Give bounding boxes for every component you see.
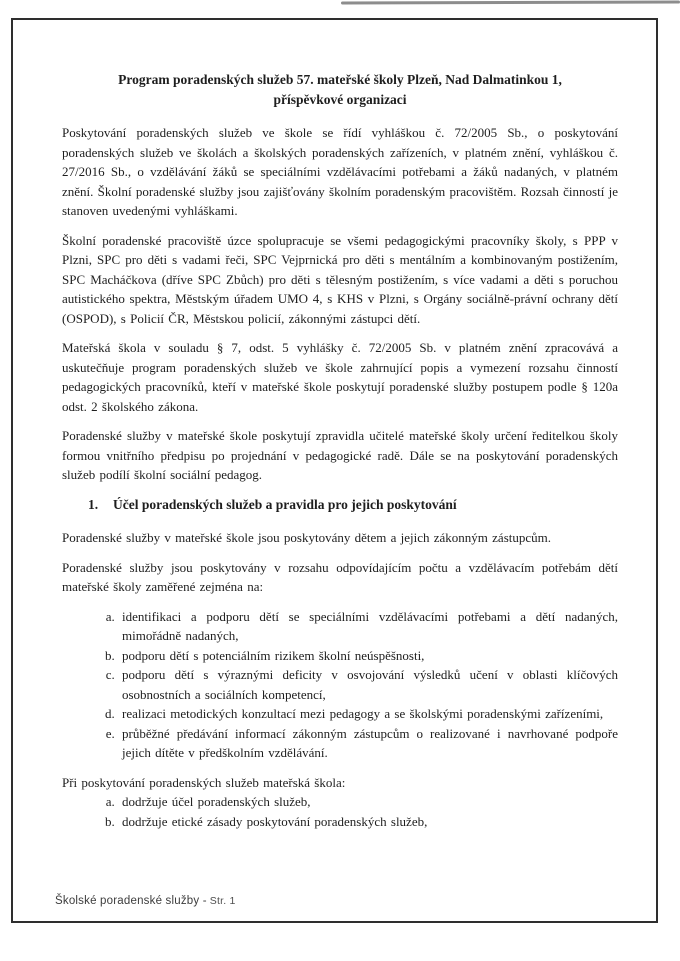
document-title (62, 70, 618, 110)
document-body (62, 70, 618, 841)
scan-artifact-line (341, 1, 680, 5)
paragraph: Školní poradenské pracoviště úzce spolupracuje se všemi pedagogickými pracovníky školy, s PPP v Plzni, SPC pro děti s vadami řeči, SPC Vejprnická pro děti s mentálním a kombinovaným postižením, SPC Macháčkova (dříve SPC Zbůch) pro děti s tělesným postižením, s více vadami a děti s poruchou autistického spektra, Městským úřadem UMO 4, s KHS v Plzni, s Orgány sociálně-právní ochrany dětí (OSPOD), s Policií ČR, Městskou policií, zákonnými zástupci dětí. (62, 232, 618, 326)
rules-list-item: a. dodržuje účel poradenských služeb, (119, 792, 618, 812)
rules-list-item: b. dodržuje etické zásady poskytování poradenských služeb, (119, 812, 618, 832)
rules-intro-paragraph: Při poskytování poradenských služeb mateřská škola: (62, 774, 346, 790)
rules-list (62, 792, 618, 831)
paragraph: Poskytování poradenských služeb ve škole se řídí vyhláškou č. 72/2005 Sb., o poskytování poradenských služeb ve školách a školských poradenských zařízeních, v platném znění, vyhláškou č. 27/2016 Sb., o vzdělávání žáků se speciálními vzdělávacími potřebami a žáků nadaných, v platném znění. Školní poradenské služby jsou zajišťovány školním poradenským pracovištěm. Rozsah činností je stanoven uvedenými vyhláškami. (62, 125, 618, 218)
focus-list-item: b. podporu dětí s potenciálním rizikem školní neúspěšnosti, (119, 646, 618, 666)
section-1-scope-paragraph: Poradenské služby jsou poskytovány v rozsahu odpovídajícím počtu a vzdělávacím potřebám dětí mateřské školy zaměřené zejména na: (62, 559, 618, 594)
footer-label: Školské poradenské služby - (55, 895, 207, 907)
focus-list-item: c. podporu dětí s výraznými deficity v osvojování výsledků učení v oblasti klíčových osobnostních a sociálních kompetencí, (119, 665, 618, 704)
focus-list-item: a. identifikaci a podporu dětí se speciálními vzdělávacími potřebami a dětí nadaných, mimořádně nadaných, (119, 607, 618, 646)
paragraph: Mateřská škola v souladu § 7, odst. 5 vyhlášky č. 72/2005 Sb. v platném znění zpracovává a uskutečňuje program poradenských služeb ve škole zahrnující popis a vymezení rozsahu činností pedagogických pracovníků, kteří v mateřské škole poskytují poradenské služby postupem podle § 120a odst. 2 školského zákona. (62, 340, 618, 414)
document-title-line2: příspěvkové organizaci (273, 92, 407, 107)
intro-paragraphs (62, 123, 618, 485)
section-1-heading (62, 495, 618, 515)
footer-page-number: Str. 1 (209, 895, 236, 907)
section-1-number: 1. (88, 496, 99, 512)
document-title-line1: Program poradenských služeb 57. mateřské školy Plzeň, Nad Dalmatinkou 1, (118, 72, 562, 87)
focus-list-item: e. průběžné předávání informací zákonným zástupcům o realizované i navrhované podpoře jejich dítěte v předškolním vzdělávání. (119, 724, 618, 763)
paragraph: Poradenské služby v mateřské škole poskytují zpravidla učitelé mateřské školy určení ředitelkou školy formou vnitřního předpisu po projednání v pedagogické radě. Dále se na poskytování poradenských služeb podílí školní sociální pedagog. (62, 428, 618, 482)
focus-list (62, 607, 618, 763)
section-1-intro-paragraph: Poradenské služby v mateřské škole jsou poskytovány dětem a jejich zákonným zástupcům. (62, 530, 551, 545)
page-footer (55, 895, 236, 907)
focus-list-item: d. realizaci metodických konzultací mezi pedagogy a se školskými poradenskými zařízeními, (119, 704, 618, 724)
section-1-heading-text: Účel poradenských služeb a pravidla pro jejich poskytování (113, 496, 457, 512)
